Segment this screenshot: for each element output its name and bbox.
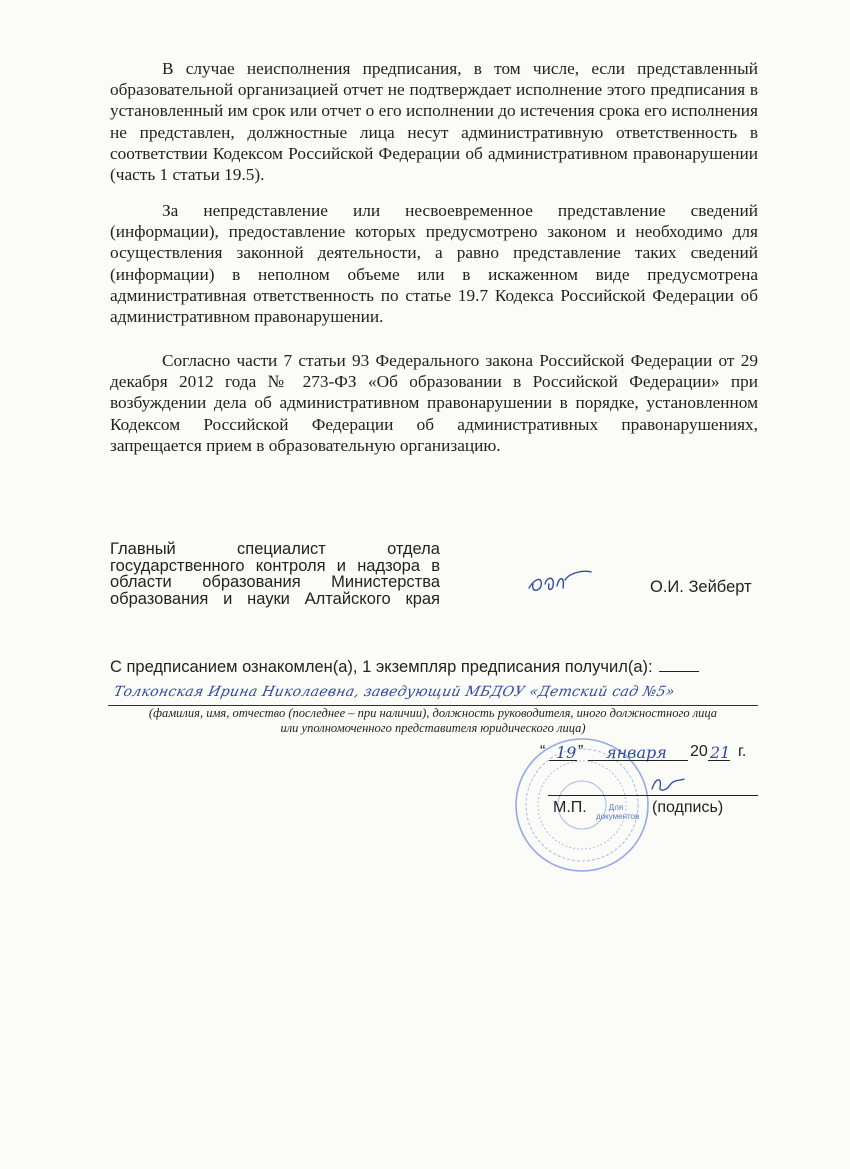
signatory-title: Главный специалист отдела государственного контроля и надзора в области образования Министерства образования и науки Алтайского края — [110, 540, 440, 608]
date-row — [540, 743, 760, 763]
date-year-suffix: 21 — [710, 743, 731, 762]
date-year-unit: г. — [738, 743, 747, 760]
date-open-quote: “ — [540, 743, 546, 760]
recipient-signature-icon — [648, 773, 688, 795]
stamp-label: М.П. — [553, 799, 587, 816]
acknowledgement-line — [110, 657, 699, 677]
date-month: января — [606, 743, 667, 762]
signature-scribble-icon — [525, 566, 595, 598]
date-year-prefix: 20 — [690, 743, 708, 760]
date-year-line — [708, 760, 730, 761]
recipient-field — [108, 683, 758, 706]
signatory-name: О.И. Зейберт — [650, 578, 752, 596]
paragraph-admission-ban: Согласно части 7 статьи 93 Федерального закона Российской Федерации от 29 декабря 2012 года № 273-ФЗ «Об образовании в Российской Федерации» при возбуждении дела об административном правонарушении в порядке, установленном Кодексом Российской Федерации об административных правонарушениях, запрещается прием в образовательную организацию. — [110, 351, 758, 455]
acknowledgement-text: С предписанием ознакомлен(а), 1 экземпляр предписания получил(а): — [110, 658, 653, 676]
paragraph-nonsubmission: За непредставление или несвоевременное представление сведений (информации), предоставление которых предусмотрено законом и необходимо для осуществления законной деятельности, а равно представление таких сведений (информации) в неполном объеме или в искаженном виде предусмотрена административная ответственность по статье 19.7 Кодекса Российской Федерации об административном правонарушении. — [110, 201, 758, 327]
date-month-line — [588, 760, 688, 761]
signature-label: (подпись) — [652, 799, 724, 816]
acknowledgement-blank — [659, 657, 699, 672]
date-close-quote: ” — [578, 743, 584, 760]
signature-line — [548, 795, 758, 796]
date-day-line — [549, 760, 577, 761]
recipient-caption — [108, 706, 758, 736]
caption-line-1: (фамилия, имя, отчество (последнее – при наличии), должность руководителя, иного должностного лица — [148, 706, 718, 720]
caption-line-2: или уполномоченного представителя юридического лица) — [280, 721, 586, 735]
stamp-inner-text: Для документов — [596, 803, 640, 821]
recipient-handwritten: Толконская Ирина Николаевна, заведующий МБДОУ «Детский сад №5» — [112, 684, 677, 700]
paragraph-noncompliance: В случае неисполнения предписания, в том числе, если представленный образовательной организацией отчет не подтверждает исполнение этого предписания в установленный им срок или отчет о его исполнении до истечения срока его исполнения не представлен, должностные лица несут административную ответственность в соответствии Кодексом Российской Федерации об административном правонарушении (часть 1 статьи 19.5). — [110, 59, 758, 185]
date-day: 19 — [556, 743, 577, 762]
